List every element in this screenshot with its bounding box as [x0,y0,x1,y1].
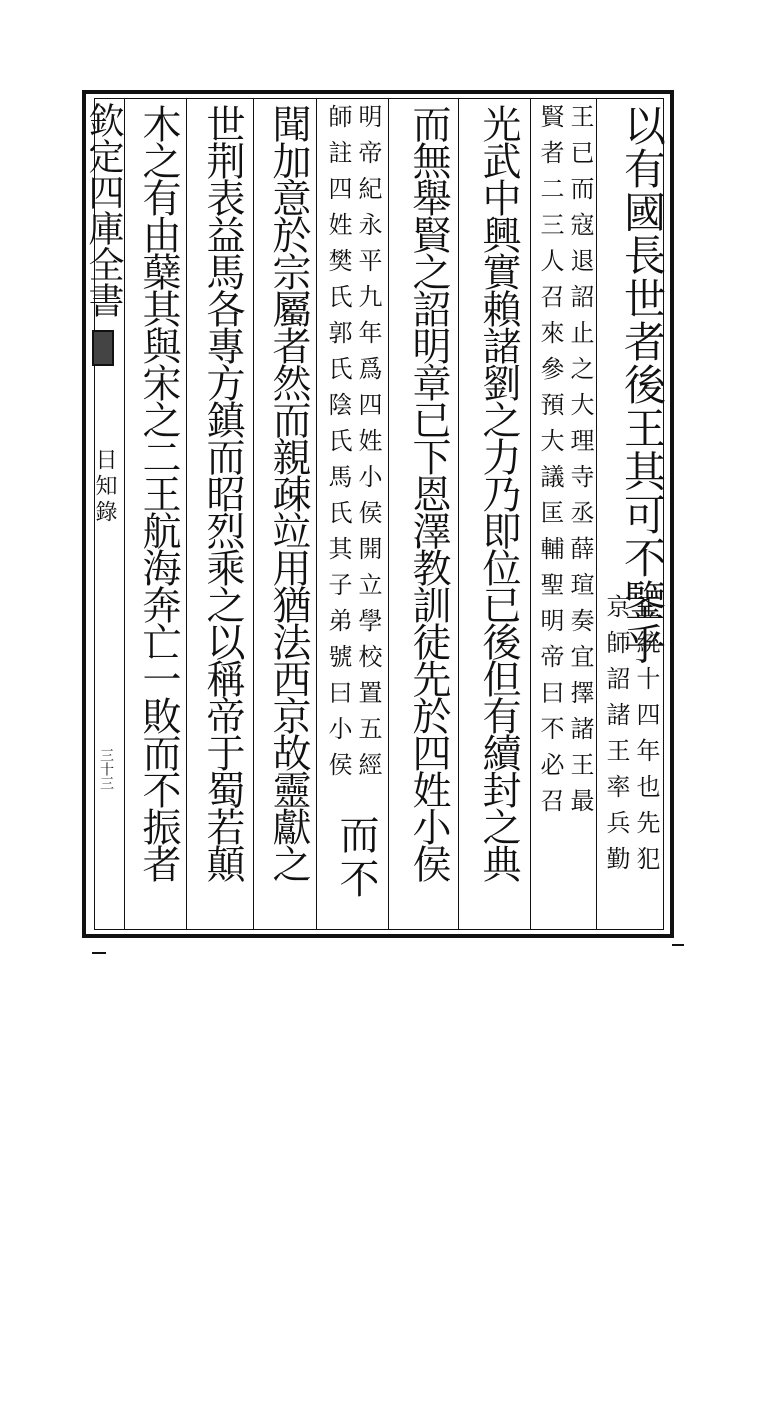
text-column-7: 聞加意於宗屬者然而親疎竝用猶法西京故靈獻之 [266,104,311,881]
column-rule-6 [458,98,459,930]
commentary-left-line: 師註四姓樊氏郭氏陰氏馬氏其子弟號曰小侯 [324,104,352,788]
text-column-8: 世荆表益馬各專方鎮而昭烈乘之以稱帝于蜀若顛 [200,104,245,881]
column-rule-5 [388,98,389,930]
commentary-right-line: 正統十四年也先犯 [632,594,660,882]
margin-seal-mark [92,330,114,366]
text-column-9: 木之有由蘖其與宋之二王航海奔亡一敗而不振者 [136,104,181,881]
margin-book-title: 日知錄 [92,448,117,526]
commentary-column-2 [596,594,658,1414]
margin-title: 欽定四庫全書 [83,102,124,318]
text-column-4: 光武中興實賴諸劉之力乃即位已後但有續封之典 [476,104,521,881]
commentary-right-line: 王已而寇退詔止之大理寺丞薛瑄奏宜擇諸王最 [566,104,594,824]
column-rule-7 [530,98,531,930]
text-column-6-tail: 而不 [333,814,379,902]
commentary-column-6 [318,104,380,924]
column-rule-3 [253,98,254,930]
column-rule-1 [124,98,125,930]
commentary-right-line: 明帝紀永平九年爲四姓小侯開立學校置五經 [354,104,382,788]
scan-mark-right [672,944,684,946]
commentary-left-line: 京師詔諸王率兵勤 [602,594,630,882]
commentary-left-line: 賢者二三人召來參預大議匡輔聖明帝曰不必召 [536,104,564,824]
text-column-1: 以有國長世者後王其可不鑒乎 [618,104,667,666]
text-column-5: 而無舉賢之詔明章已下恩澤教訓徒先於四姓小侯 [406,104,451,881]
scan-mark-left [92,952,106,954]
margin-page-number: 三十三 [98,748,114,790]
commentary-column-3 [532,104,594,924]
